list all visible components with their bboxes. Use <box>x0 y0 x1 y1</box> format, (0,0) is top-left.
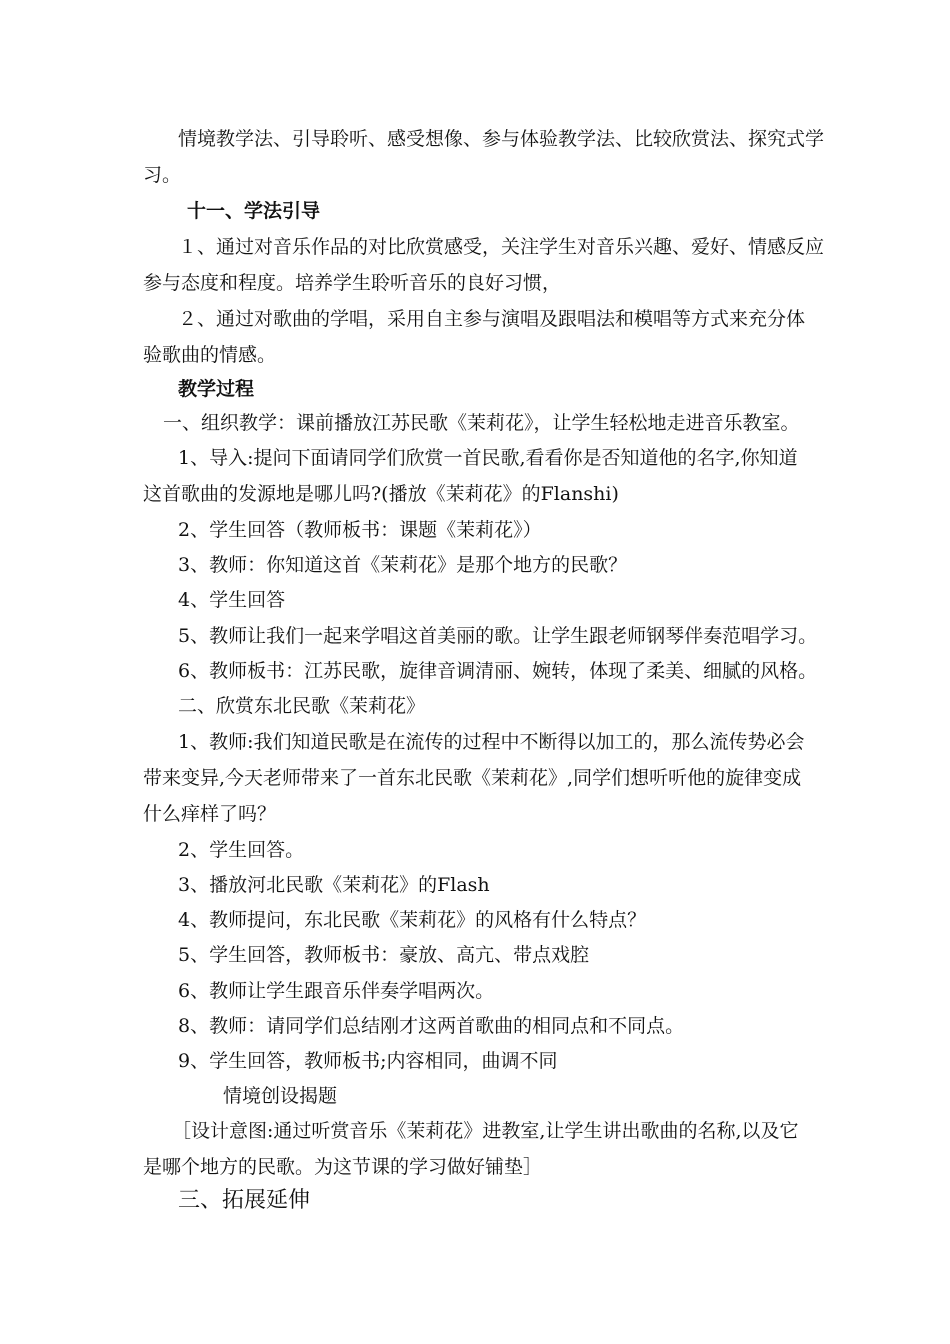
paragraph-line: 参与态度和程度。培养学生聆听音乐的良好习惯， <box>143 272 562 294</box>
paragraph-line: 4、学生回答 <box>178 589 286 611</box>
paragraph-line: 5、教师让我们一起来学唱这首美丽的歌。让学生跟老师钢琴伴奏范唱学习。 <box>178 625 818 647</box>
paragraph-line: 1、导入:提问下面请同学们欣赏一首民歌,看看你是否知道他的名字,你知道 <box>178 447 798 469</box>
paragraph-line: 1、教师:我们知道民歌是在流传的过程中不断得以加工的，那么流传势必会 <box>178 731 805 753</box>
paragraph-line: 2、学生回答。 <box>178 839 305 861</box>
paragraph-line: 情境创设揭题 <box>223 1085 338 1107</box>
paragraph-line: ［设计意图:通过听赏音乐《茉莉花》进教室,让学生讲出歌曲的名称,以及它 <box>172 1120 799 1142</box>
paragraph-line: 9、学生回答，教师板书;内容相同，曲调不同 <box>178 1050 558 1072</box>
paragraph-line: 3、教师：你知道这首《茉莉花》是那个地方的民歌？ <box>178 554 628 576</box>
paragraph-line: 习。 <box>143 164 182 186</box>
section-heading: 三、拓展延伸 <box>178 1188 311 1213</box>
paragraph-line: 3、播放河北民歌《茉莉花》的Flash <box>178 874 490 896</box>
paragraph-line: 什么痒样了吗？ <box>143 803 277 825</box>
paragraph-line: 是哪个地方的民歌。为这节课的学习做好铺垫］ <box>143 1156 543 1178</box>
paragraph-line: 二、欣赏东北民歌《茉莉花》 <box>178 695 426 717</box>
paragraph-line: 一、组织教学：课前播放江苏民歌《茉莉花》，让学生轻松地走进音乐教室。 <box>163 412 800 434</box>
paragraph-line: 带来变异,今天老师带来了一首东北民歌《茉莉花》,同学们想听听他的旋律变成 <box>143 767 802 789</box>
paragraph-line: 6、教师板书：江苏民歌，旋律音调清丽、婉转，体现了柔美、细腻的风格。 <box>178 660 818 682</box>
paragraph-line: 情境教学法、引导聆听、感受想像、参与体验教学法、比较欣赏法、探究式学 <box>178 128 825 150</box>
section-heading: 十一、学法引导 <box>187 200 321 222</box>
section-heading: 教学过程 <box>178 378 255 400</box>
paragraph-line: 5、学生回答，教师板书：豪放、高亢、带点戏腔 <box>178 944 590 966</box>
paragraph-line: ２、通过对歌曲的学唱，采用自主参与演唱及跟唱法和模唱等方式来充分体 <box>178 308 806 330</box>
paragraph-line: 这首歌曲的发源地是哪儿吗?(播放《茉莉花》的Flanshi) <box>143 483 619 505</box>
paragraph-line: １、通过对音乐作品的对比欣赏感受，关注学生对音乐兴趣、爱好、情感反应 <box>178 236 825 258</box>
paragraph-line: 2、学生回答（教师板书：课题《茉莉花》） <box>178 519 542 541</box>
paragraph-line: 验歌曲的情感。 <box>143 344 277 366</box>
paragraph-line: 8、教师：请同学们总结刚才这两首歌曲的相同点和不同点。 <box>178 1015 685 1037</box>
paragraph-line: 4、教师提问，东北民歌《茉莉花》的风格有什么特点？ <box>178 909 647 931</box>
paragraph-line: 6、教师让学生跟音乐伴奏学唱两次。 <box>178 980 495 1002</box>
